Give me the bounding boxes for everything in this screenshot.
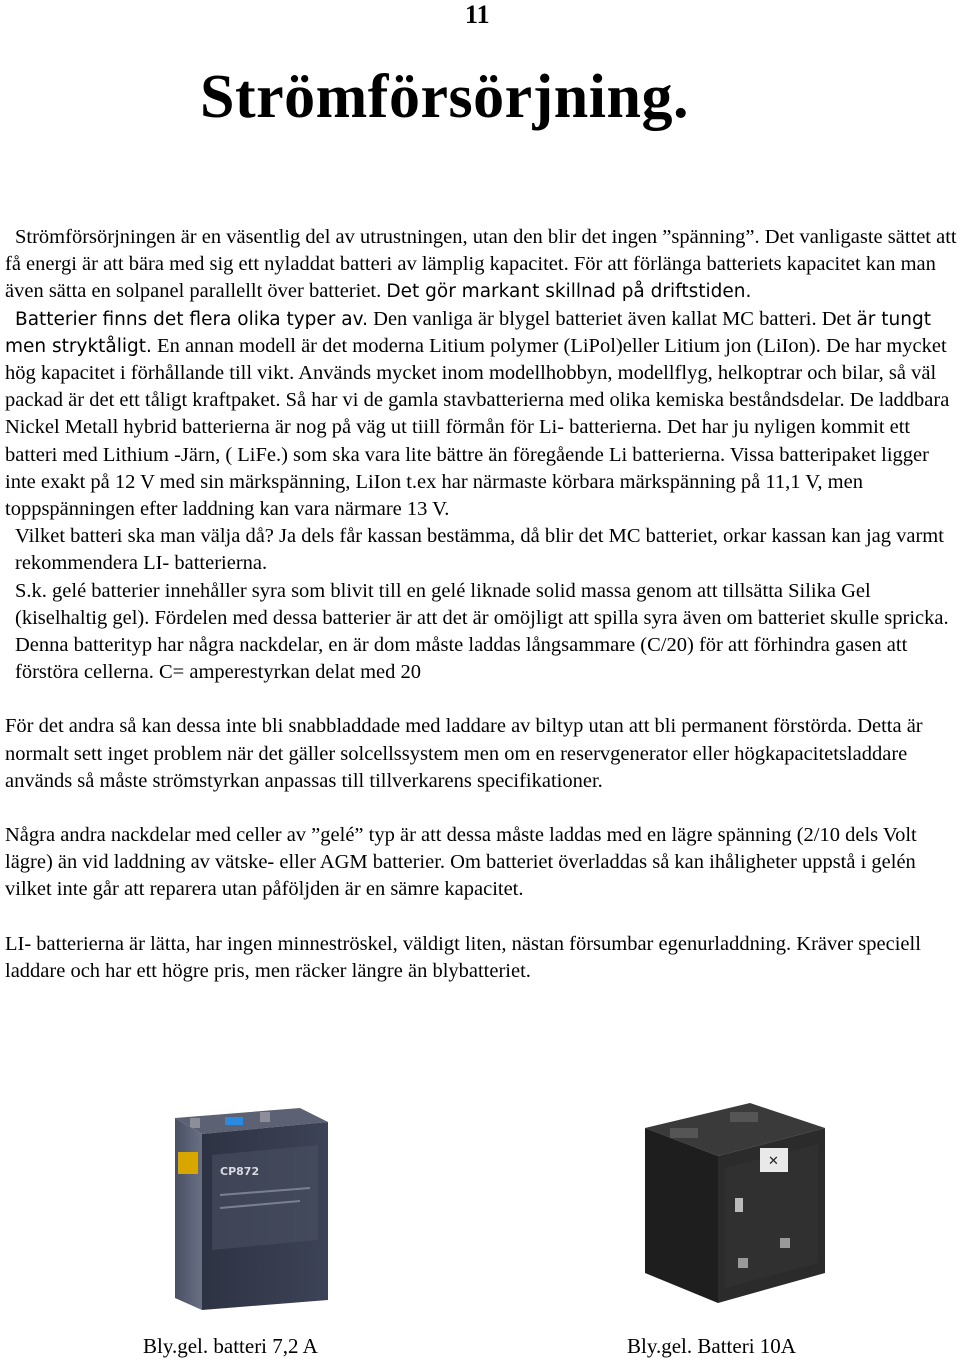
paragraph-gel: S.k. gelé batterier innehåller syra som blivit till en gelé liknade solid massa genom att tillsätta Silika Gel (kiselhaltig gel). Fördelen med dessa batterier är att det är omöjligt att spilla syra även om batteriet skulle spricka. Denna batterityp har några nackdelar, en är dom måste laddas långsammare (C/20) för att förhindra gasen att förstöra cellerna. C= amperestyrkan delat med 20 [15, 579, 949, 684]
paragraph-intro [5, 224, 960, 306]
battery-label: CP872 [220, 1165, 260, 1178]
paragraph-intro-tail: Det gör markant skillnad på driftstiden. [386, 281, 752, 303]
paragraph-li: LI- batterierna är lätta, har ingen minneströskel, väldigt liten, nästan försumbar egenurladdning. Kräver speciell laddare och har ett högre pris, men räcker längre än blybatteriet. [5, 932, 921, 982]
paragraph-battery-types [5, 306, 960, 524]
paragraph-intro-text: Strömförsörjningen är en väsentlig del av utrustningen, utan den blir det ingen ”spänning”. Det vanligaste sättet att få energi är att bära med sig ett nyladdat batteri av lämplig kapacitet. För att förlänga batteriets kapacitet kan man även sätta en solpanel parallellt över batteriet. [5, 226, 957, 303]
paragraph-types-d: En annan modell är det moderna Litium polymer (LiPol)eller Litium jon (LiIon). De har mycket hög kapacitet i förhållande till vikt. [5, 334, 947, 385]
caption-battery-7-2a: Bly.gel. batteri 7,2 A [143, 1334, 318, 1358]
battery-10a-image [630, 1098, 830, 1318]
body-text [5, 224, 960, 985]
page-number: 11 [465, 0, 490, 29]
paragraph-types-a: Batterier finns det flera olika typer av. [15, 308, 369, 330]
paragraph-which-battery: Vilket batteri ska man välja då? Ja dels får kassan bestämma, då blir det MC batteriet, orkar kassan kan jag varmt rekommendera LI- batterierna. [15, 525, 944, 575]
caption-battery-10a: Bly.gel. Batteri 10A [627, 1334, 796, 1358]
paragraph-types-c: är tungt men stryktåligt. [5, 308, 931, 357]
svg-text:✕: ✕ [768, 1154, 779, 1169]
paragraph-charging: För det andra så kan dessa inte bli snabbladdade med laddare av biltyp utan att bli permanent förstörda. Detta är normalt sett inget problem när det gäller solcellssystem men om en reservgenerator eller högkapacitetsladdare används så måste strömstyrkan anpassas till tillverkarens specifikationer. [5, 715, 923, 792]
paragraph-types-b: Den vanliga är blygel batteriet även kallat MC batteri. Det [373, 307, 852, 330]
paragraph-gel-drawbacks: Några andra nackdelar med celler av ”gelé” typ är att dessa måste laddas med en lägre spänning (2/10 dels Volt lägre) än vid laddning av vätske- eller AGM batterier. Om batteriet överladdas så kan ihåligheter uppstå i gelén vilket inte går att reparera utan påföljden är en sämre kapacitet. [5, 824, 917, 901]
page-title: Strömförsörjning. [200, 63, 689, 131]
paragraph-types-e: Används mycket inom modellhobbyn, modellflyg, helkoptrar och bilar, så väl packad är det ett tåligt kraftpaket. Så har vi de gamla stavbatterierna med olika kemiska beståndsdelar. De laddbara Nickel Metall hybrid batterierna är nog på väg ut tiill förmån för Li- batterierna. Det har ju nyligen kommit ett batteri med Lithium -Järn, ( LiFe.) som ska vara lite bättre än föregående Li batterierna. Vissa batteripaket ligger inte exakt på 12 V med sin märkspänning, LiIon t.ex har närmaste körbara märkspänning på 11,1 V, men toppspänningen efter laddning kan vara närmare 13 V. [5, 362, 950, 521]
battery-7-2a-image [150, 1100, 335, 1315]
